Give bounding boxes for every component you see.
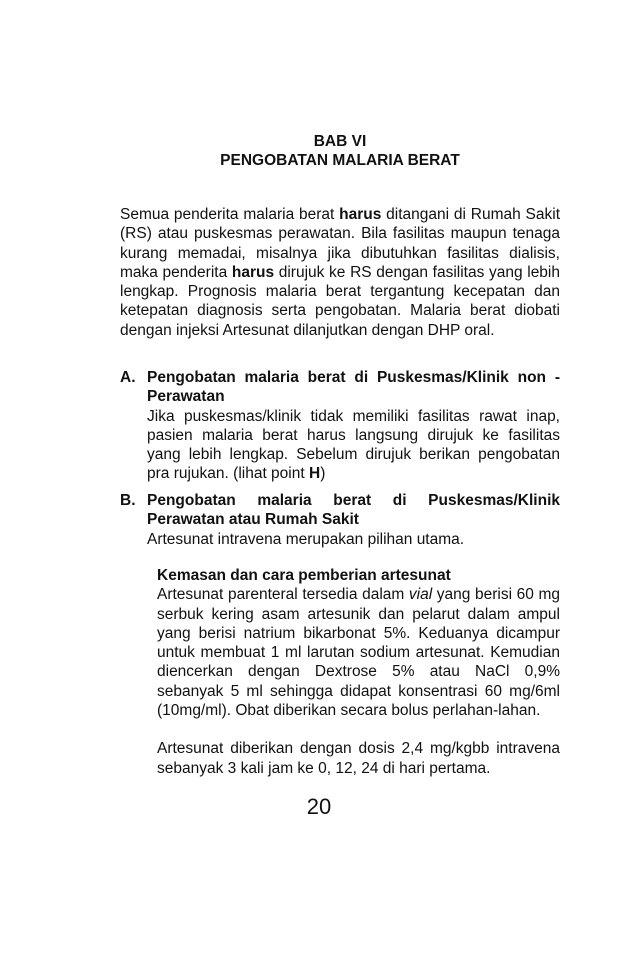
subsection-paragraph-2: Artesunat diberikan dengan dosis 2,4 mg/kgbb intravena sebanyak 3 kali jam ke 0, 12, 24 di hari pertama.	[157, 740, 560, 777]
chapter-title: PENGOBATAN MALARIA BERAT	[220, 152, 460, 169]
intro-emphasis-2: harus	[231, 263, 275, 281]
subsection-paragraph-1	[157, 585, 560, 720]
intro-text-1: Semua penderita malaria berat	[120, 206, 340, 223]
chapter-number: BAB VI	[313, 133, 367, 150]
intro-emphasis-1: harus	[339, 206, 382, 223]
section-a-emphasis: H	[308, 465, 321, 483]
section-b	[147, 491, 560, 549]
subsection-text-2: yang berisi 60 mg serbuk kering asam artesunik dan pelarut dalam ampul yang berisi natrium bikarbonat 5%. Keduanya dicampur untuk membuat 1 ml larutan sodium artesunat. Kemudian diencerkan dengan Dextrose 5% atau NaCl 0,9% sebanyak 5 ml sehingga didapat konsentrasi 60 mg/6ml (10mg/ml). Obat diberikan secara bolus perlahan-lahan.	[157, 586, 560, 720]
subsection-title: Kemasan dan cara pemberian artesunat	[157, 567, 451, 584]
section-a-letter: A.	[120, 369, 136, 386]
section-a-title: Pengobatan malaria berat di Puskesmas/Klinik non - Perawatan	[147, 369, 560, 406]
subsection-italic: vial	[408, 586, 433, 604]
page-number: 20	[306, 794, 332, 819]
section-a	[147, 368, 560, 484]
intro-text-2: ditangani di Rumah Sakit (RS) atau puskesmas perawatan. Bila fasilitas maupun tenaga kurang memadai, misalnya jika dibutuhkan fasilitas dialisis, maka penderita	[120, 206, 560, 281]
section-a-text-1: Jika puskesmas/klinik tidak memiliki fasilitas rawat inap, pasien malaria berat harus langsung dirujuk ke fasilitas yang lebih lengkap. Sebelum dirujuk berikan pengobatan pra rujukan. (lihat point	[147, 407, 560, 483]
section-b-title: Pengobatan malaria berat di Puskesmas/Klinik Perawatan atau Rumah Sakit	[147, 492, 560, 529]
intro-text-3: dirujuk ke RS dengan fasilitas yang lebih lengkap. Prognosis malaria berat tergantung kecepatan dan ketepatan diagnosis serta pengobatan. Malaria berat diobati dengan injeksi Artesunat dilanjutkan dengan DHP oral.	[120, 263, 560, 339]
section-a-text-2: )	[320, 465, 326, 483]
section-a-paragraph	[147, 407, 560, 484]
subsection-text-1: Artesunat parenteral tersedia dalam	[157, 586, 409, 604]
section-b-letter: B.	[120, 492, 136, 509]
intro-paragraph	[120, 205, 560, 340]
subsection	[157, 566, 560, 778]
section-b-text: Artesunat intravena merupakan pilihan utama.	[147, 530, 465, 548]
